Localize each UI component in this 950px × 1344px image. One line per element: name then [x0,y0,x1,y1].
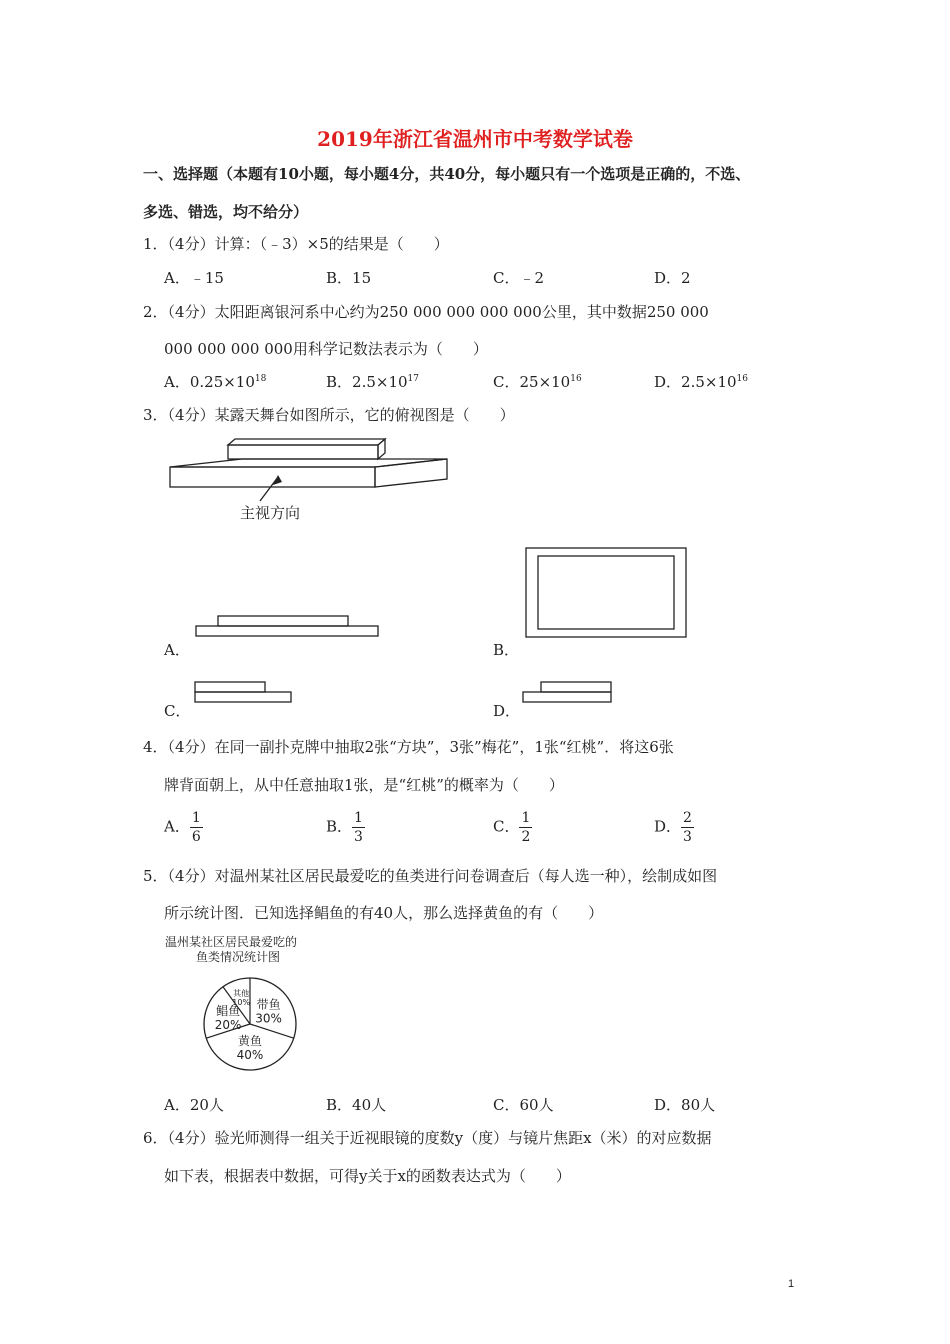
page-number: 1 [788,1278,795,1290]
q5-option-d: D．80人 [654,1096,716,1114]
pie-chart [198,972,302,1076]
pie-chart-title-2: 鱼类情况统计图 [196,950,281,964]
q4-option-b: B． $\frac{1}{3}$ [326,810,363,845]
q2-option-d: D．$2.5\times 10^{16}$ [654,373,748,391]
question-5-line2: 所示统计图．已知选择鲳鱼的有40人，那么选择黄鱼的有（ ） [164,904,604,922]
stage-3d-figure [165,435,455,530]
q4-option-a: A． $\frac{1}{6}$ [164,810,201,845]
q5-option-c: C．60人 [493,1096,554,1114]
question-6-line2: 如下表，根据表中数据，可得y关于x的函数表达式为（ ） [164,1167,571,1185]
pie-slice-percent: 40% [236,1048,264,1062]
q2-option-b: B．$2.5\times 10^{17}$ [326,373,419,391]
question-6-line1: 6．（4分）验光师测得一组关于近视眼镜的度数y（度）与镜片焦距x（米）的对应数据 [143,1129,712,1147]
pie-slice-percent: 10% [232,997,251,1007]
q2-option-c: C．$25\times 10^{16}$ [493,373,582,391]
fraction: $\frac{1}{3}$ [354,810,363,845]
q1-option-a: A．﹣15 [164,269,224,287]
q1-option-d: D．2 [654,269,691,287]
q1-option-b: B．15 [326,269,372,287]
q3-option-b: B． [493,641,520,659]
q3-option-c: C． [164,702,191,720]
q3-option-d: D． [493,702,521,720]
question-4-line1: 4．（4分）在同一副扑克牌中抽取2张“方块”，3张”梅花”，1张“红桃”．将这6张 [143,738,674,756]
view-direction-label: 主视方向 [240,504,301,522]
pie-slice-label: 黄鱼 [237,1034,263,1048]
fraction: $\frac{2}{3}$ [683,810,692,845]
q2-option-a: A．$0.25\times 10^{18}$ [164,373,267,391]
q5-option-a: A．20人 [164,1096,224,1114]
q1-option-c: C．﹣2 [493,269,545,287]
question-5-line1: 5．（4分）对温州某社区居民最爱吃的鱼类进行问卷调查后（每人选一种），绘制成如图 [143,867,718,885]
question-2-line1: 2．（4分）太阳距离银河系中心约为250 000 000 000 000公里，其中数据250 000 [143,303,709,321]
pie-slice-percent: 30% [255,1011,282,1026]
fraction: $\frac{1}{2}$ [521,810,531,845]
pie-slice-label: 鲳鱼 [216,1003,241,1018]
q3-figure-a [194,612,380,638]
question-3: 3．（4分）某露天舞台如图所示，它的俯视图是（ ） [143,406,515,424]
section-heading-line1: 一、选择题（本题有10小题，每小题4分，共40分，每小题只有一个选项是正确的，不选、 [143,165,751,183]
q4-option-c: C． $\frac{1}{2}$ [493,810,531,845]
pie-slice-percent: 20% [214,1017,242,1032]
pie-chart-title-1: 温州某社区居民最爱吃的 [165,935,298,949]
q3-figure-d [521,680,615,704]
q3-figure-b [524,546,688,639]
q3-option-a: A． [164,641,190,659]
question-2-line2: 000 000 000 000用科学记数法表示为（ ） [164,340,488,358]
q5-option-b: B．40人 [326,1096,387,1114]
q4-option-d: D． $\frac{2}{3}$ [654,810,692,845]
pie-slice-label: 其他 [233,988,250,998]
pie-slice-label: 带鱼 [256,997,281,1012]
page-title: 2019年浙江省温州市中考数学试卷 [317,127,633,151]
question-1: 1．（4分）计算：（﹣3）×5的结果是（ ） [143,235,449,253]
question-4-line2: 牌背面朝上，从中任意抽取1张，是“红桃”的概率为（ ） [164,776,564,794]
fraction: $\frac{1}{6}$ [191,810,201,845]
section-heading-line2: 多选、错选，均不给分） [143,203,309,221]
q3-figure-c [193,680,295,704]
